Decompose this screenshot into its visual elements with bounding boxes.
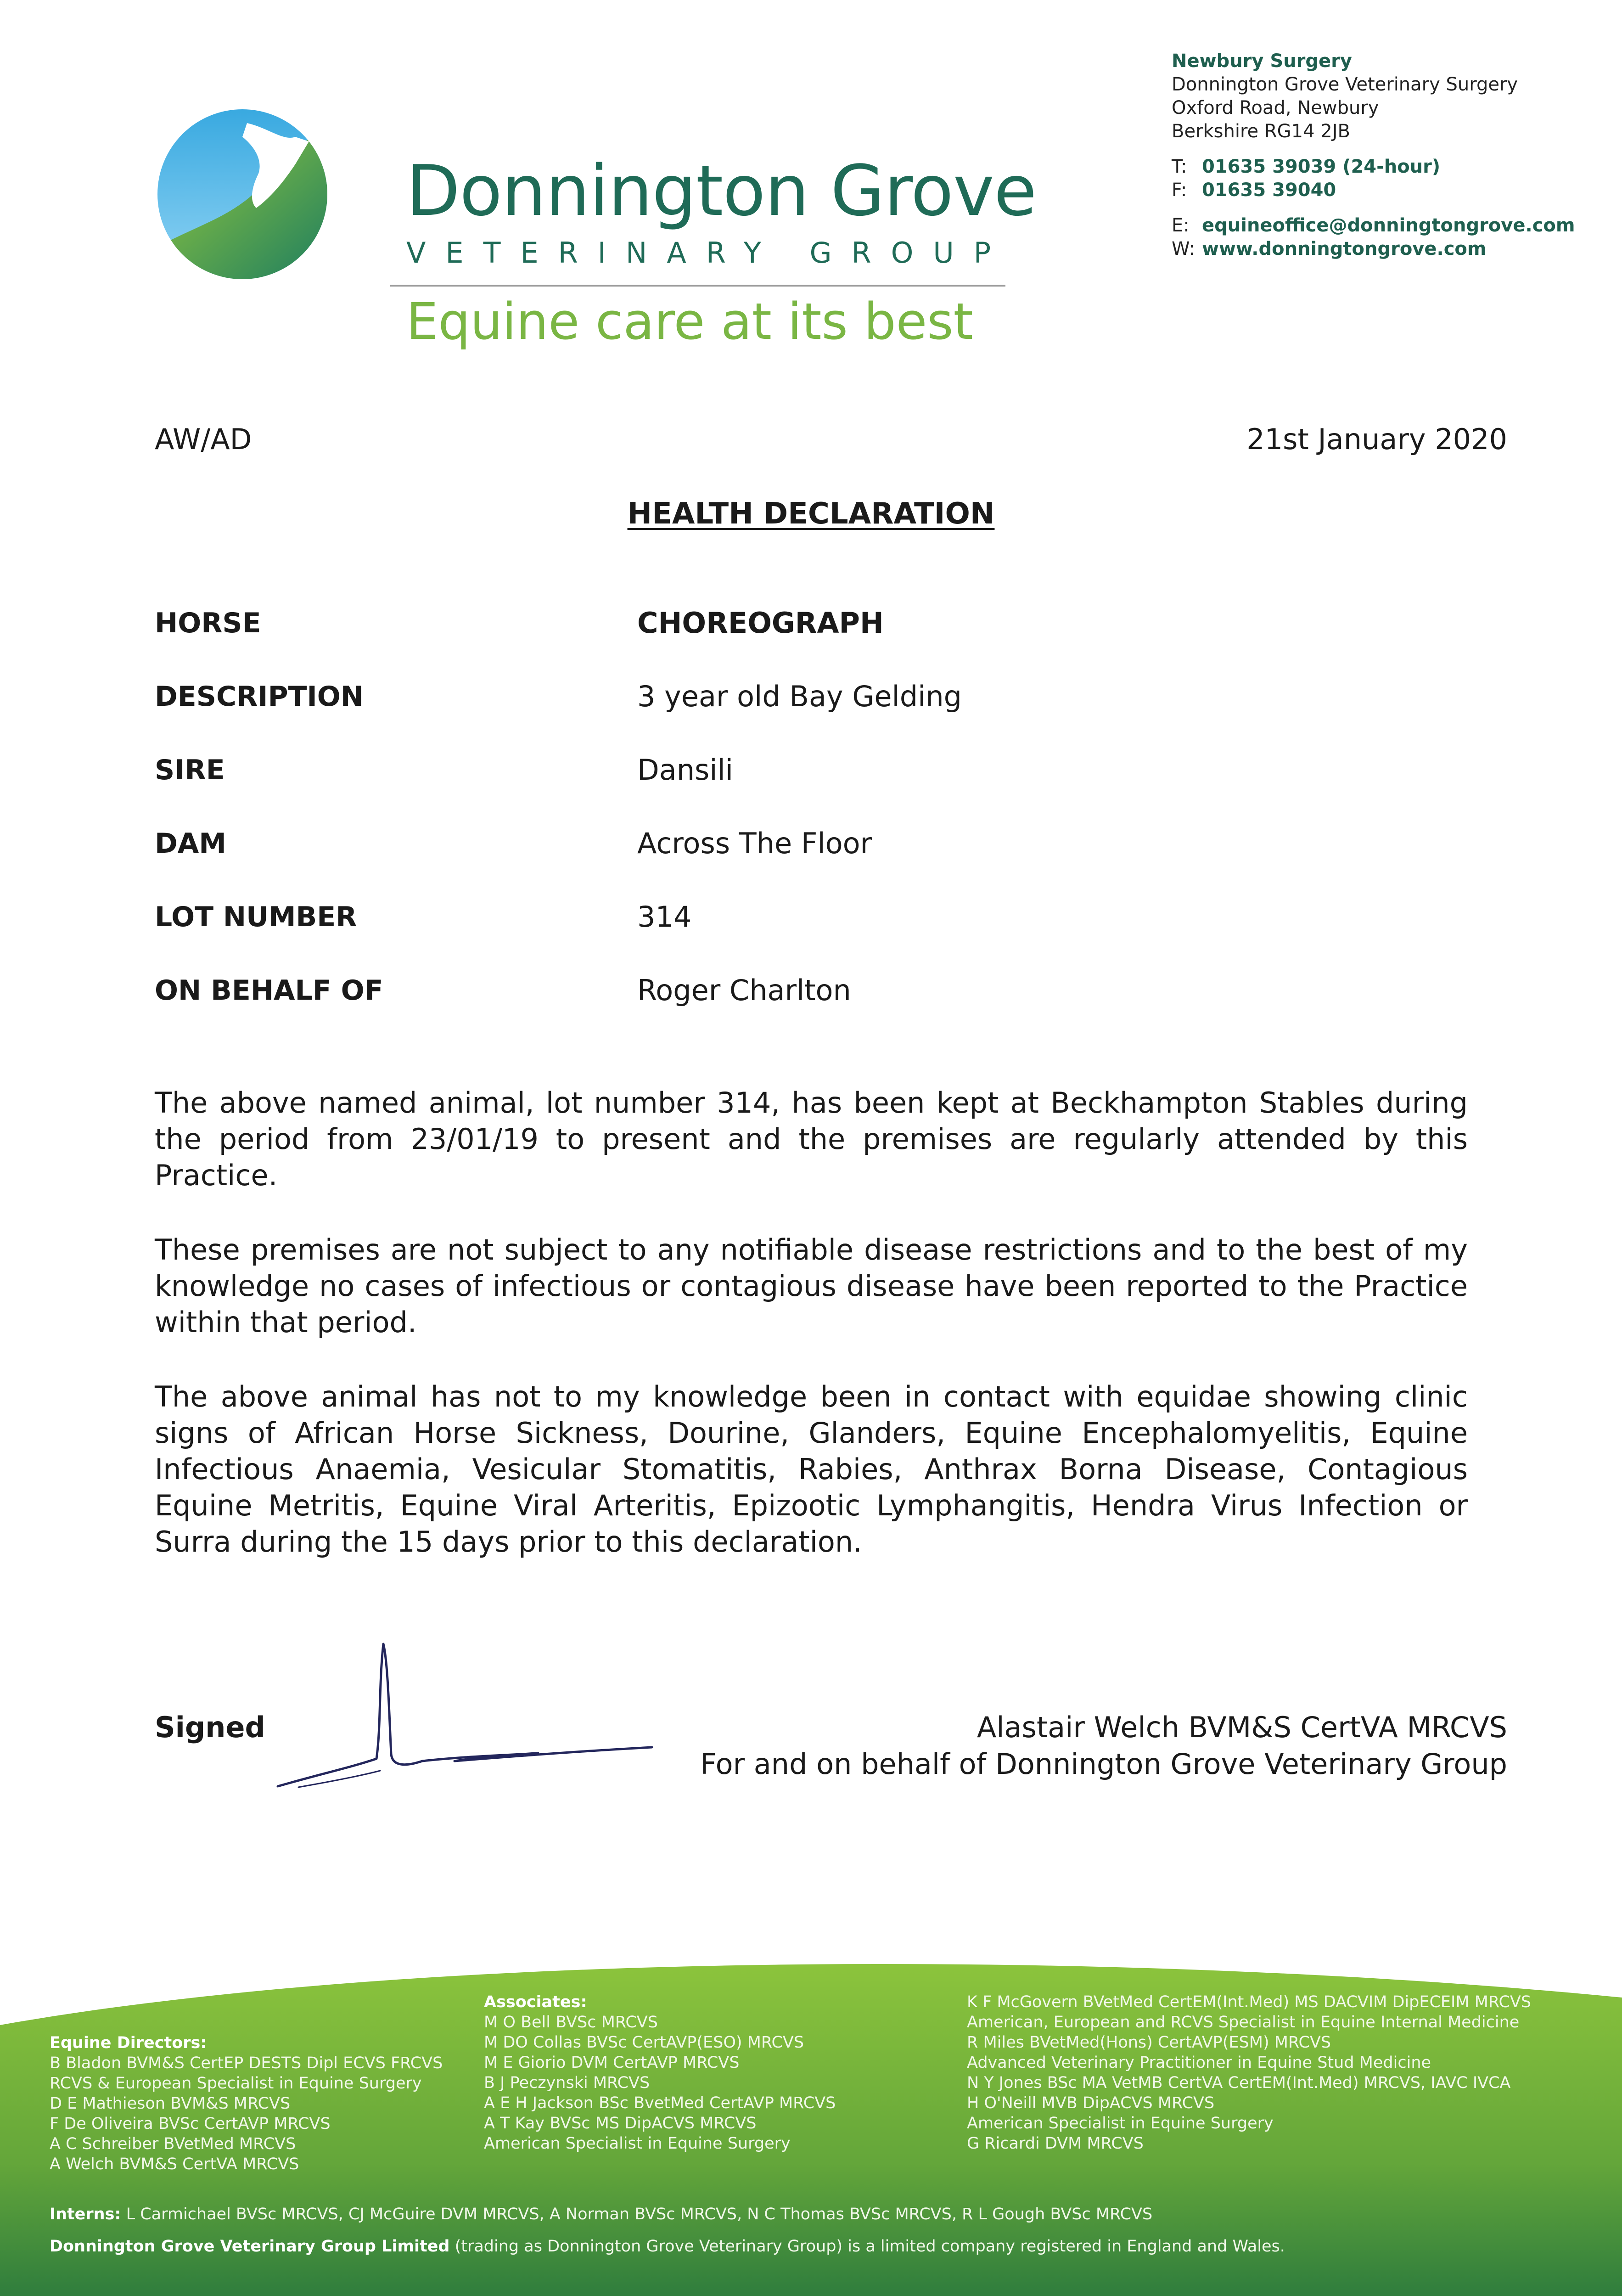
address-line-1: Donnington Grove Veterinary Surgery (1172, 74, 1518, 95)
company-line (50, 2236, 1285, 2257)
director-line: A C Schreiber BVetMed MRCVS (50, 2135, 296, 2153)
reference: AW/AD (155, 422, 252, 456)
surgery-name: Newbury Surgery (1172, 51, 1352, 72)
address-line-3: Berkshire RG14 2JB (1172, 121, 1350, 142)
field-value-horse: CHOREOGRAPH (637, 606, 884, 640)
director-line: B Bladon BVM&S CertEP DESTS Dipl ECVS FRCVS (50, 2054, 443, 2072)
associate-line: American Specialist in Equine Surgery (484, 2134, 791, 2153)
associate-line: R Miles BVetMed(Hons) CertAVP(ESM) MRCVS (967, 2033, 1331, 2052)
associate-line: H O'Neill MVB DipACVS MRCVS (967, 2094, 1215, 2112)
associate-line: M E Giorio DVM CertAVP MRCVS (484, 2054, 740, 2072)
paragraph-premises: The above named animal, lot number 314, has been kept at Beckhampton Stables during the period from 23/01/19 to present and the premises are regularly attended by this Practice. (155, 1086, 1468, 1192)
director-line: RCVS & European Specialist in Equine Surgery (50, 2074, 422, 2093)
field-label-lot-number: LOT NUMBER (155, 901, 357, 933)
associates-block (484, 1992, 836, 2154)
directors-block (50, 2033, 443, 2174)
fax-label: F: (1172, 180, 1187, 201)
interns-line (50, 2204, 1152, 2224)
field-label-on-behalf-of: ON BEHALF OF (155, 974, 383, 1007)
fax-number: 01635 39040 (1202, 180, 1336, 201)
contact-block (1172, 50, 1622, 261)
field-label-dam: DAM (155, 827, 226, 860)
email-label: E: (1172, 215, 1190, 236)
associates-title: Associates: (484, 1993, 587, 2011)
field-label-sire: SIRE (155, 754, 225, 786)
email-line (1172, 214, 1622, 237)
email-address: equineoffice@donningtongrove.com (1202, 215, 1575, 236)
associate-line: American, European and RCVS Specialist in Equine Internal Medicine (967, 2013, 1520, 2032)
signer-organisation: For and on behalf of Donnington Grove Veterinary Group (700, 1747, 1507, 1781)
field-label-description: DESCRIPTION (155, 681, 364, 713)
company-name: Donnington Grove Veterinary Group Limited (50, 2237, 450, 2256)
practice-logo (157, 109, 327, 279)
director-line: D E Mathieson BVM&S MRCVS (50, 2094, 291, 2113)
associate-line: G Ricardi DVM MRCVS (967, 2134, 1144, 2153)
signed-label: Signed (155, 1711, 265, 1744)
paragraph-restrictions: These premises are not subject to any notifiable disease restrictions and to the best of my knowledge no cases of infectious or contagious disease have been reported to the Practice within that period. (155, 1233, 1468, 1339)
website-label: W: (1172, 238, 1195, 259)
interns-list: L Carmichael BVSc MRCVS, CJ McGuire DVM MRCVS, A Norman BVSc MRCVS, N C Thomas BVSc MRCVS, R L Gough BVSc MRCVS (126, 2205, 1153, 2223)
paragraph-contact-diseases: The above animal has not to my knowledge been in contact with equidae showing clinic signs of African Horse Sickness, Dourine, Glanders, Equine Encephalomyelitis, Equine Infectious Anaemia, Vesicular Stomatitis, Rabies, Anthrax Borna Disease, Contagious Equine Metritis, Equine Viral Arteritis, Epizootic Lymphangitis, Hendra Virus Infection or Surra during the 15 days prior to this declaration. (155, 1380, 1468, 1559)
address-line-2: Oxford Road, Newbury (1172, 97, 1379, 118)
website-line (1172, 237, 1622, 261)
telephone-label: T: (1172, 156, 1187, 177)
telephone-line (1172, 155, 1622, 179)
fax-line (1172, 179, 1622, 202)
associate-line: Advanced Veterinary Practitioner in Equine Stud Medicine (967, 2054, 1431, 2072)
field-value-on-behalf-of: Roger Charlton (637, 974, 851, 1007)
brand-name: Donnington Grove (406, 150, 1037, 231)
document-title (0, 497, 1622, 531)
associate-line: A E H Jackson BSc BvetMed CertAVP MRCVS (484, 2094, 836, 2112)
signature (271, 1635, 657, 1800)
field-value-dam: Across The Floor (637, 827, 872, 860)
brand-divider (390, 285, 1005, 287)
director-line: F De Oliveira BVSc CertAVP MRCVS (50, 2115, 331, 2133)
tagline: Equine care at its best (406, 292, 973, 351)
associate-line: M O Bell BVSc MRCVS (484, 2013, 658, 2032)
associate-line: K F McGovern BVetMed CertEM(Int.Med) MS DACVIM DipECEIM MRCVS (967, 1993, 1532, 2011)
associate-line: B J Peczynski MRCVS (484, 2074, 650, 2092)
field-value-sire: Dansili (637, 753, 734, 787)
associate-line: A T Kay BVSc MS DipACVS MRCVS (484, 2114, 757, 2133)
interns-title: Interns: (50, 2205, 121, 2223)
field-label-horse: HORSE (155, 607, 261, 639)
field-value-description: 3 year old Bay Gelding (637, 680, 962, 713)
associate-line: M DO Collas BVSc CertAVP(ESO) MRCVS (484, 2033, 804, 2052)
signatory (700, 1709, 1507, 1783)
brand-subtitle: VETERINARY GROUP (406, 236, 1011, 270)
director-line: A Welch BVM&S CertVA MRCVS (50, 2155, 299, 2173)
associate-line: N Y Jones BSc MA VetMB CertVA CertEM(Int.Med) MRCVS, IAVC IVCA (967, 2074, 1511, 2092)
field-value-lot-number: 314 (637, 900, 692, 934)
website-address: www.donningtongrove.com (1202, 238, 1487, 259)
directors-title: Equine Directors: (50, 2034, 207, 2052)
letter-date: 21st January 2020 (1246, 422, 1507, 456)
company-text: (trading as Donnington Grove Veterinary Group) is a limited company registered in England and Wales. (449, 2237, 1285, 2256)
associates-block-2 (967, 1992, 1531, 2154)
signer-name: Alastair Welch BVM&S CertVA MRCVS (977, 1711, 1507, 1744)
telephone-number: 01635 39039 (24-hour) (1202, 156, 1441, 177)
associate-line: American Specialist in Equine Surgery (967, 2114, 1274, 2133)
document-title-text: HEALTH DECLARATION (627, 497, 995, 531)
